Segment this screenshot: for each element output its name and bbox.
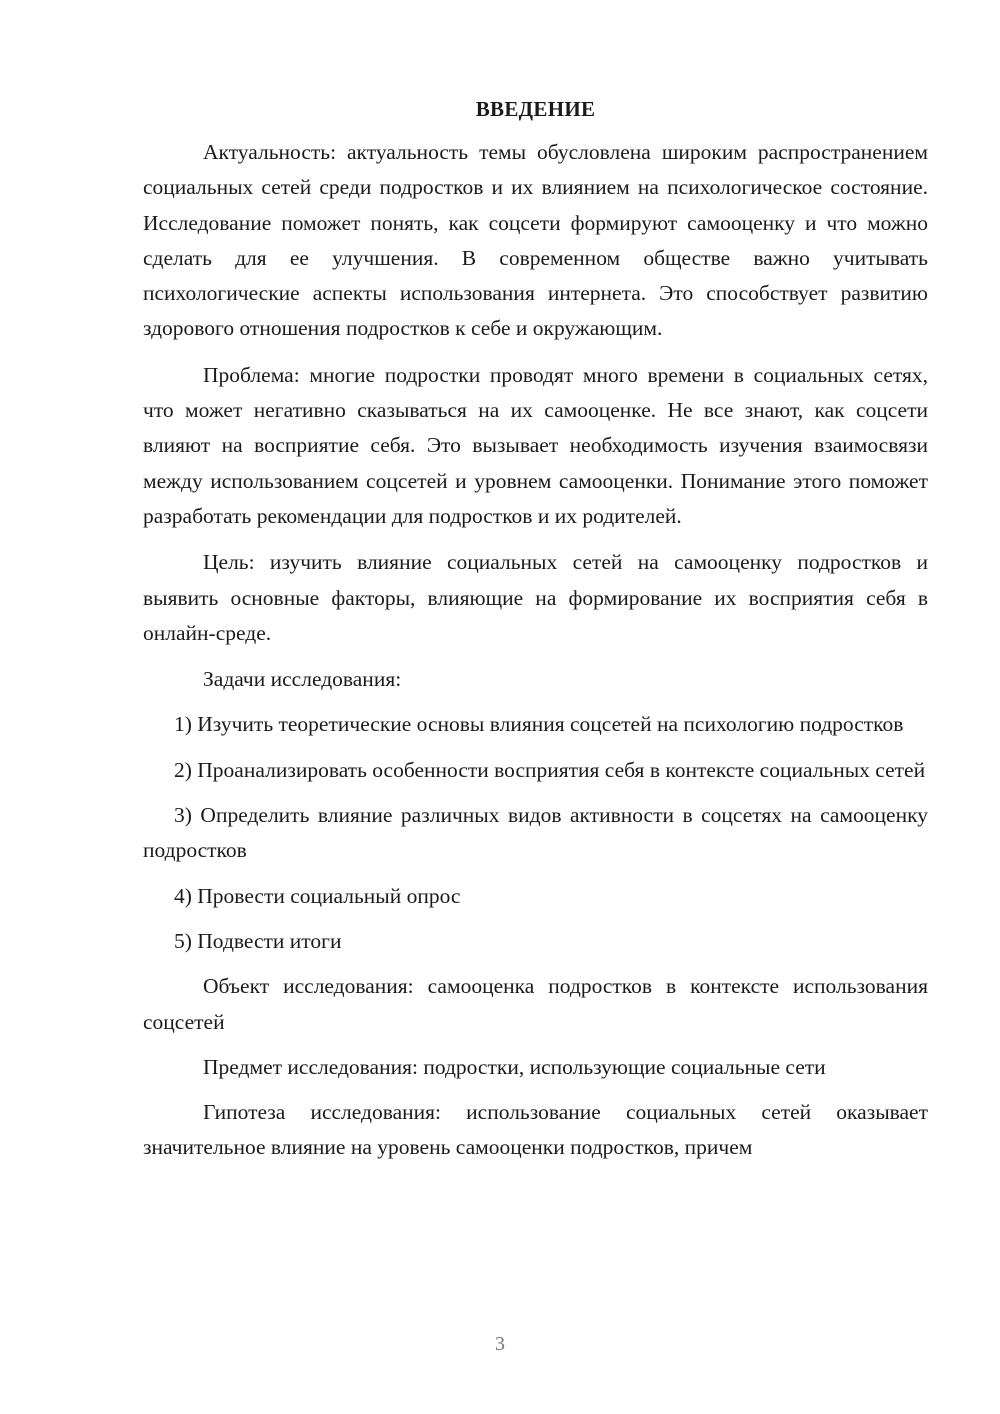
section-title: ВВЕДЕНИЕ xyxy=(475,97,596,121)
object-paragraph: Объект исследования: самооценка подростков в контексте использования соцсетей xyxy=(143,974,928,1034)
page-number: 3 xyxy=(495,1333,505,1355)
goal-paragraph: Цель: изучить влияние социальных сетей на самооценку подростков и выявить основные факторы, влияющие на формирование их восприятия себя в онлайн-среде. xyxy=(143,550,928,645)
document-page xyxy=(143,92,928,1166)
hypothesis-paragraph: Гипотеза исследования: использование социальных сетей оказывает значительное влияние на уровень самооценки подростков, причем xyxy=(143,1100,928,1160)
task-item: 3) Определить влияние различных видов активности в соцсетях на самооценку подростков xyxy=(143,803,928,863)
task-item: 1) Изучить теоретические основы влияния соцсетей на психологию подростков xyxy=(174,712,904,737)
problem-paragraph: Проблема: многие подростки проводят много времени в социальных сетях, что может негативно сказываться на их самооценке. Не все знают, как соцсети влияют на восприятие себя. Это вызывает необходимость изучения взаимосвязи между использованием соцсетей и уровнем самооценки. Понимание этого поможет разработать рекомендации для подростков и их родителей. xyxy=(143,362,928,528)
task-item: 4) Провести социальный опрос xyxy=(174,883,461,908)
tasks-heading: Задачи исследования: xyxy=(203,667,402,692)
task-item: 2) Проанализировать особенности восприятия себя в контексте социальных сетей xyxy=(174,757,926,782)
subject-paragraph: Предмет исследования: подростки, использующие социальные сети xyxy=(203,1054,826,1079)
relevance-paragraph: Актуальность: актуальность темы обусловлена широким распространением социальных сетей среди подростков и их влиянием на психологическое состояние. Исследование поможет понять, как соцсети формируют самооценку и что можно сделать для ее улучшения. В современном обществе важно учитывать психологические аспекты использования интернета. Это способствует развитию здорового отношения подростков к себе и окружающим. xyxy=(143,140,928,341)
task-item: 5) Подвести итоги xyxy=(174,928,342,953)
